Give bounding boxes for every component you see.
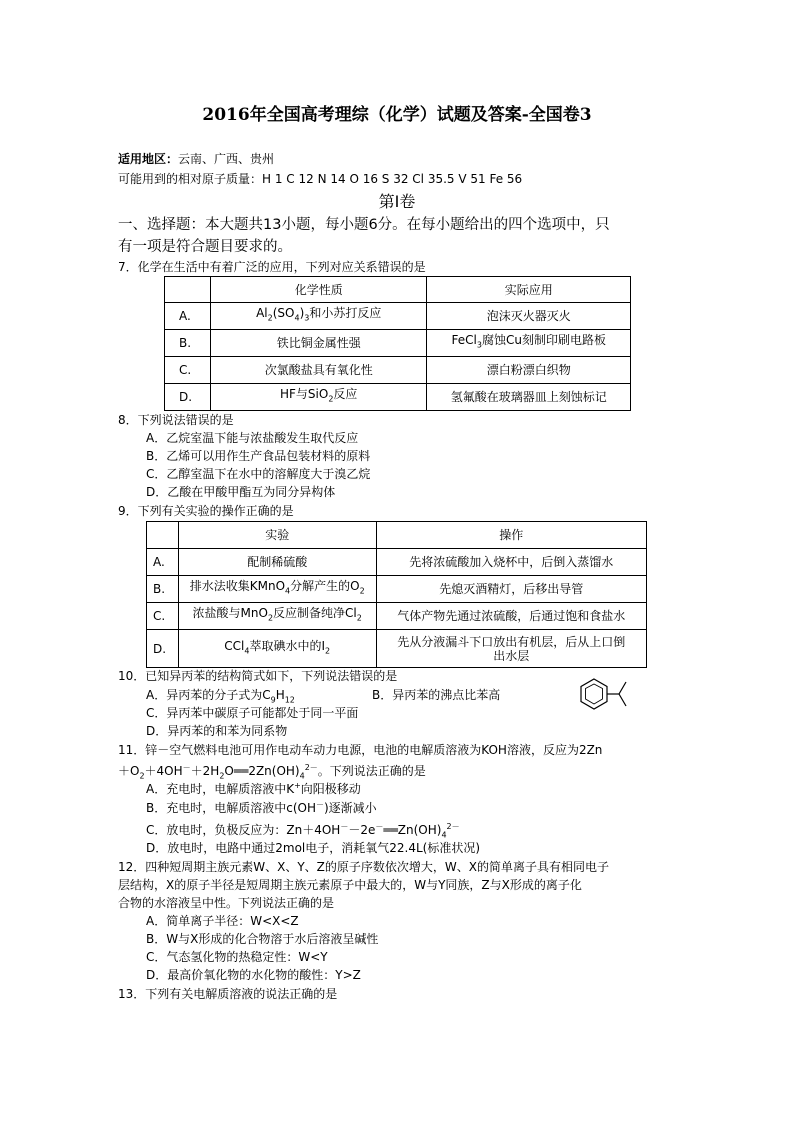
table-row [165, 330, 631, 357]
table-cell: 浓盐酸与MnO$_2$反应制备纯净$Cl_2$ [178, 603, 376, 630]
q11-option-b: B．充电时，电解质溶液中c(OH－)逐渐减小 [146, 800, 377, 815]
region-value: 云南、广西、贵州 [178, 152, 275, 166]
option-key: A. [147, 549, 179, 576]
option-key: B. [165, 330, 211, 357]
table-header: 化学性质 [210, 277, 427, 303]
q8-option: C．乙醇室温下在水中的溶解度大于溴乙烷 [146, 467, 371, 481]
table-cell: 配制稀硫酸 [178, 549, 376, 576]
q12-option: C．气态氢化物的热稳定性：W<Y [146, 950, 328, 964]
q11-stem: 11．锌－空气燃料电池可用作电动车动力电源，电池的电解质溶液为KOH溶液，反应为2Zn [118, 743, 603, 757]
table-row [165, 357, 631, 384]
q8-option: D．乙酸在甲酸甲酯互为同分异构体 [146, 485, 336, 499]
q10-option-c: C．异丙苯中碳原子可能都处于同一平面 [146, 706, 359, 720]
table-cell: 泡沫灭火器灭火 [427, 303, 631, 330]
page-title: 2016年全国高考理综（化学）试题及答案-全国卷3 [202, 105, 592, 125]
table-cell: 铁比铜金属性强 [210, 330, 427, 357]
q9-table [146, 521, 647, 668]
table-cell: 先从分液漏斗下口放出有机层，后从上口倒 出水层 [376, 630, 646, 668]
table-header: 实际应用 [427, 277, 631, 303]
q10-stem: 10．已知异丙苯的结构简式如下，下列说法错误的是 [118, 669, 398, 683]
section-title: 第Ⅰ卷 [378, 192, 416, 211]
option-key: A. [165, 303, 211, 330]
q8-option: A．乙烷室温下能与浓盐酸发生取代反应 [146, 431, 359, 445]
option-key: B. [147, 576, 179, 603]
table-row [147, 603, 647, 630]
q13-stem: 13．下列有关电解质溶液的说法正确的是 [118, 987, 338, 1001]
atomic-masses: 可能用到的相对原子质量：H 1 C 12 N 14 O 16 S 32 Cl 35.5 V 51 Fe 56 [118, 172, 523, 186]
q12-option: D．最高价氧化物的水化物的酸性：Y>Z [146, 968, 361, 982]
table-row [165, 303, 631, 330]
q8-stem: 8．下列说法错误的是 [118, 413, 234, 427]
q12-stem-cont: 合物的水溶液呈中性。下列说法正确的是 [118, 896, 335, 910]
table-cell: 先熄灭酒精灯，后移出导管 [376, 576, 646, 603]
table-header: 操作 [376, 522, 646, 549]
table-cell: $Al_2(SO_4)_3$和小苏打反应 [210, 303, 427, 330]
table-cell: FeCl$_3$腐蚀Cu刻制印刷电路板 [427, 330, 631, 357]
q11-option-a: A．充电时，电解质溶液中K+向阳极移动 [146, 781, 361, 796]
table-cell: 气体产物先通过浓硫酸，后通过饱和食盐水 [376, 603, 646, 630]
q12-stem-cont: 层结构，X的原子半径是短周期主族元素原子中最大的，W与Y同族，Z与X形成的离子化 [118, 878, 582, 892]
q12-stem: 12．四种短周期主族元素W、X、Y、Z的原子序数依次增大，W、X的简单离子具有相同电子 [118, 860, 609, 874]
q7-stem: 7．化学在生活中有着广泛的应用，下列对应关系错误的是 [118, 260, 426, 274]
q8-option: B．乙烯可以用作生产食品包装材料的原料 [146, 449, 371, 463]
q9-stem: 9．下列有关实验的操作正确的是 [118, 504, 294, 518]
option-key: C. [147, 603, 179, 630]
q10-option-b: B．异丙苯的沸点比苯高 [372, 688, 501, 702]
table-row [147, 549, 647, 576]
intro-line: 有一项是符合题目要求的。 [118, 239, 292, 255]
q12-option: B．W与X形成的化合物溶于水后溶液呈碱性 [146, 932, 379, 946]
option-key: D. [165, 384, 211, 411]
q11-stem-cont: $+O_2+4OH^-+2H_2O══2Zn(OH)_4^{2-}$。下列说法正确的是 [118, 763, 426, 781]
table-cell: 漂白粉漂白织物 [427, 357, 631, 384]
q10-option-a: A．异丙苯的分子式为$C_9H_{12}$ [146, 688, 295, 705]
option-key: C. [165, 357, 211, 384]
q11-option-c: C．放电时，负极反应为：$Zn+4OH^--2e^-══Zn(OH)_4^{2-}$ [146, 822, 460, 840]
intro-line: 一、选择题：本大题共13小题，每小题6分。在每小题给出的四个选项中，只 [118, 217, 610, 233]
region-line [118, 150, 274, 168]
table-cell: 次氯酸盐具有氧化性 [210, 357, 427, 384]
table-cell: CCl$_4$萃取碘水中的$I_2$ [178, 630, 376, 668]
table-cell: 氢氟酸在玻璃器皿上刻蚀标记 [427, 384, 631, 411]
table-cell: HF与SiO$_2$反应 [210, 384, 427, 411]
table-header: 实验 [178, 522, 376, 549]
option-key: D. [147, 630, 179, 668]
table-header-row [165, 277, 631, 303]
table-row [165, 384, 631, 411]
table-cell: 排水法收集KMnO$_4$分解产生的$O_2$ [178, 576, 376, 603]
table-cell [165, 277, 211, 303]
table-header-row [147, 522, 647, 549]
q12-option: A．简单离子半径：W<X<Z [146, 914, 299, 928]
q10-option-d: D．异丙苯的和苯为同系物 [146, 724, 288, 738]
table-row [147, 576, 647, 603]
region-label: 适用地区： [118, 152, 179, 166]
q11-option-d: D．放电时，电路中通过2mol电子，消耗氧气22.4L(标准状况) [146, 841, 481, 855]
table-cell: 先将浓硫酸加入烧杯中，后倒入蒸馏水 [376, 549, 646, 576]
table-cell [147, 522, 179, 549]
table-row [147, 630, 647, 668]
isopropylbenzene-structure [575, 675, 635, 715]
q7-table [164, 276, 631, 411]
